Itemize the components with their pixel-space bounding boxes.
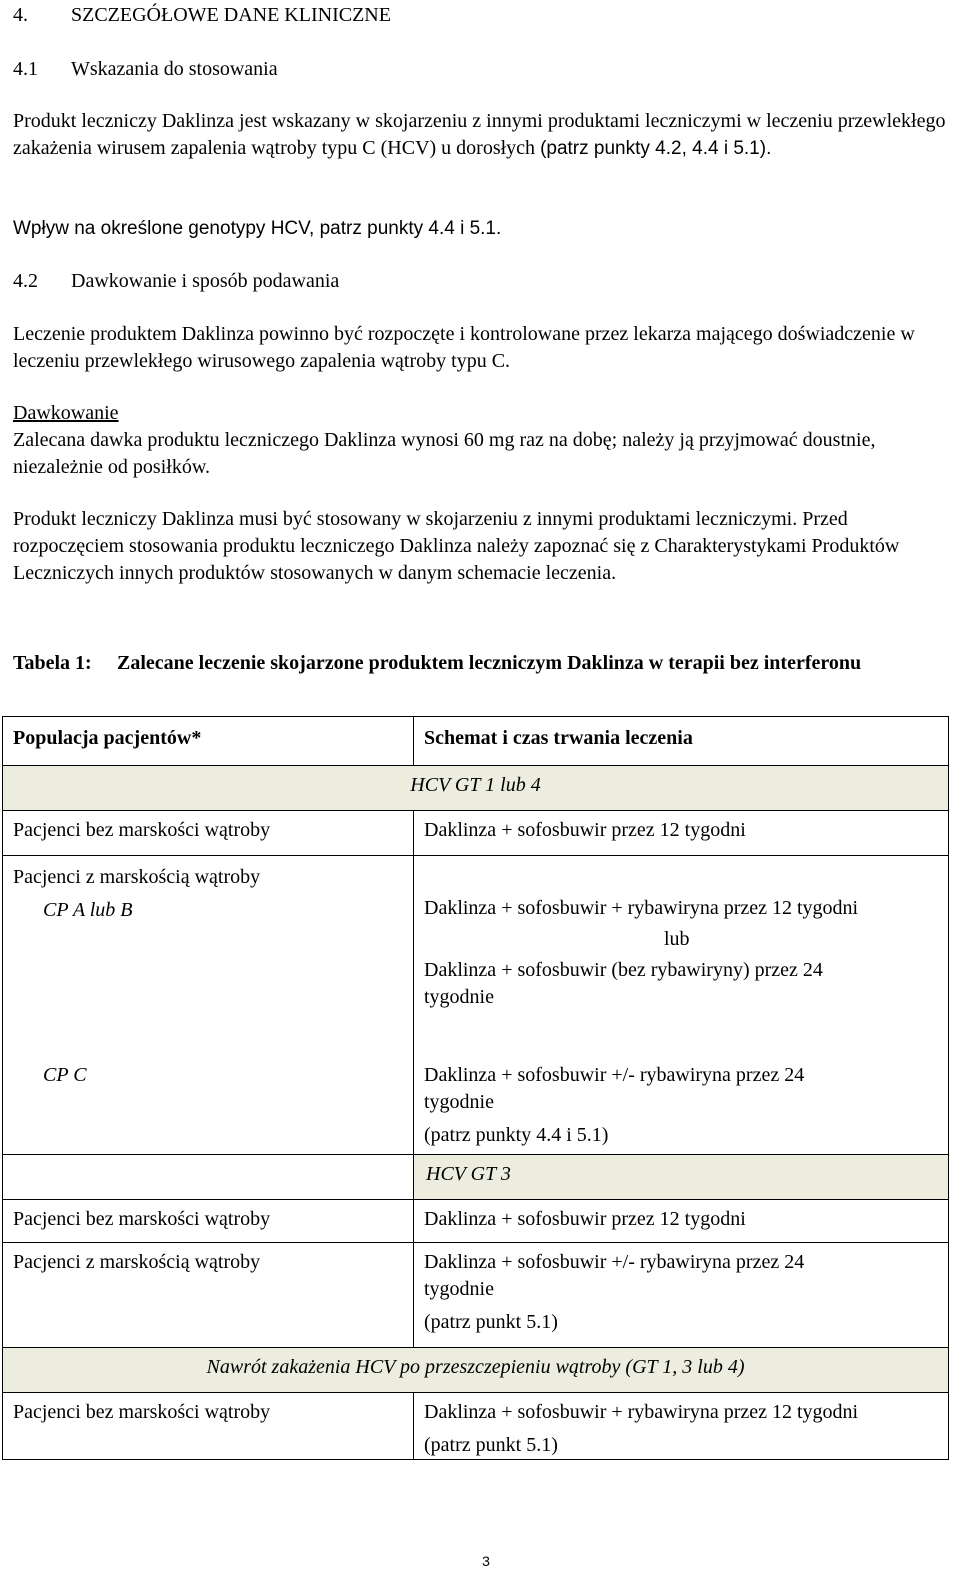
dosing-heading: Dawkowanie <box>13 402 119 424</box>
table-caption-label: Tabela 1: <box>13 652 92 674</box>
regimen-table <box>2 716 949 1460</box>
page-number: 3 <box>482 1553 490 1569</box>
child-pugh-class: CP A lub B <box>43 899 133 921</box>
group-row-gt3 <box>3 1155 949 1200</box>
regimen-text: Daklinza + sofosbuwir + rybawiryna przez 12 tygodni <box>424 1401 859 1423</box>
regimen-cell: Daklinza + sofosbuwir przez 12 tygodni <box>414 1200 949 1243</box>
section-4-1-number: 4.1 <box>13 58 38 80</box>
combination-paragraph: Produkt leczniczy Daklinza musi być stosowany w skojarzeniu z innymi produktami leczniczymi. Przed rozpoczęciem stosowania produktu leczniczego Daklinza należy zapoznać się z Charakterystykami Produktów Leczniczych innych produktów stosowanych w danym schemacie leczenia. <box>13 508 900 584</box>
population-cell: Pacjenci bez marskości wątroby <box>3 811 414 856</box>
group-label-post-transplant: Nawrót zakażenia HCV po przeszczepieniu wątroby (GT 1, 3 lub 4) <box>3 1348 949 1393</box>
child-pugh-class: CP C <box>43 1064 87 1086</box>
regimen-option-a: Daklinza + sofosbuwir + rybawiryna przez 12 tygodni <box>424 897 859 919</box>
section-4-2-title: Dawkowanie i sposób podawania <box>71 270 340 292</box>
table-row <box>3 1243 949 1348</box>
section-4-number: 4. <box>13 4 28 26</box>
regimen-cell <box>414 856 949 1059</box>
group-empty-cell <box>3 1155 414 1200</box>
indications-reference: (patrz punkty 4.2, 4.4 i 5.1). <box>540 138 772 159</box>
section-4-1-heading <box>13 56 950 83</box>
regimen-text: Daklinza + sofosbuwir +/- rybawiryna przez 24 tygodnie <box>424 1064 805 1113</box>
treatment-supervision-paragraph: Leczenie produktem Daklinza powinno być rozpoczęte i kontrolowane przez lekarza mającego doświadczenie w leczeniu przewlekłego wirusowego zapalenia wątroby typu C. <box>13 323 915 372</box>
regimen-cell <box>414 1393 949 1460</box>
population-cell: Pacjenci bez marskości wątroby <box>3 1200 414 1243</box>
regimen-option-b: Daklinza + sofosbuwir (bez rybawiryny) przez 24 tygodnie <box>424 959 823 1008</box>
population-label: Pacjenci z marskością wątroby <box>13 866 261 888</box>
group-row-post-transplant <box>3 1348 949 1393</box>
group-row-gt1-4 <box>3 766 949 811</box>
regimen-text: Daklinza + sofosbuwir +/- rybawiryna przez 24 tygodnie <box>424 1251 805 1300</box>
table-row <box>3 811 949 856</box>
section-4-title: SZCZEGÓŁOWE DANE KLINICZNE <box>71 4 391 26</box>
table-header-row <box>3 717 949 766</box>
section-4-2-number: 4.2 <box>13 270 38 292</box>
table-row <box>3 1200 949 1243</box>
section-4-2-heading <box>13 268 950 295</box>
dosing-text: Zalecana dawka produktu leczniczego Daklinza wynosi 60 mg raz na dobę; należy ją przyjmować doustnie, niezależnie od posiłków. <box>13 429 876 478</box>
population-cell: Pacjenci z marskością wątroby <box>3 1243 414 1348</box>
header-regimen: Schemat i czas trwania leczenia <box>414 717 949 766</box>
table-caption-text: Zalecane leczenie skojarzone produktem leczniczym Daklinza w terapii bez interferonu <box>117 652 862 674</box>
population-cell: Pacjenci bez marskości wątroby <box>3 1393 414 1460</box>
table-row <box>3 1393 949 1460</box>
dosing-block <box>13 400 950 481</box>
group-label-gt3: HCV GT 3 <box>414 1155 949 1200</box>
regimen-cell <box>414 1243 949 1348</box>
regimen-reference: (patrz punkty 4.4 i 5.1) <box>424 1124 609 1146</box>
section-4-heading <box>13 2 950 29</box>
table-row <box>3 1058 949 1155</box>
table-row <box>3 856 949 1059</box>
population-cell <box>3 1058 414 1155</box>
section-4-1-title: Wskazania do stosowania <box>71 58 278 80</box>
regimen-reference: (patrz punkt 5.1) <box>424 1434 558 1456</box>
population-cell <box>3 856 414 1059</box>
indications-text: Produkt leczniczy Daklinza jest wskazany w skojarzeniu z innymi produktami leczniczymi w leczeniu przewlekłego zakażenia wirusem zapalenia wątroby typu C (HCV) u dorosłych <box>13 110 946 159</box>
regimen-or: lub <box>664 928 690 950</box>
regimen-cell <box>414 1058 949 1155</box>
regimen-reference: (patrz punkt 5.1) <box>424 1311 558 1333</box>
header-population: Populacja pacjentów* <box>3 717 414 766</box>
group-label-gt1-4: HCV GT 1 lub 4 <box>3 766 949 811</box>
genotypes-note: Wpływ na określone genotypy HCV, patrz punkty 4.4 i 5.1. <box>13 218 502 239</box>
regimen-cell: Daklinza + sofosbuwir przez 12 tygodni <box>414 811 949 856</box>
table-caption <box>13 650 950 677</box>
indications-paragraph <box>13 108 950 162</box>
